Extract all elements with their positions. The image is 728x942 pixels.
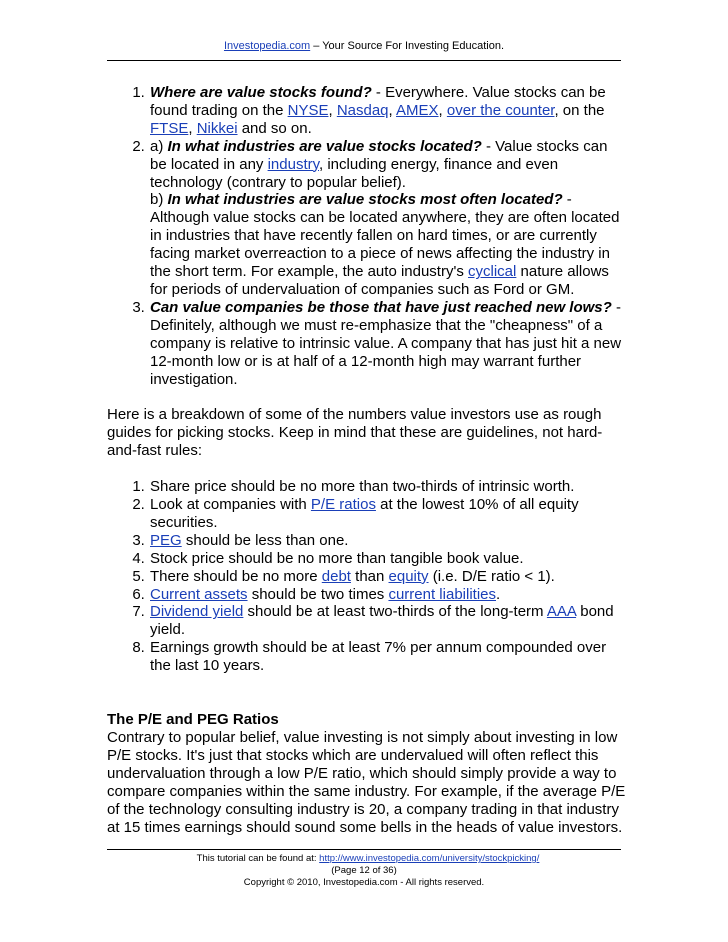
faq-question-2a: In what industries are value stocks located? [167,137,482,155]
link-nasdaq[interactable]: Nasdaq [336,101,389,119]
link-dividend-yield[interactable]: Dividend yield [150,603,244,621]
part-label-a: a) [150,137,168,155]
footer-tutorial-link[interactable]: http://www.investopedia.com/university/stockpicking/ [319,853,540,864]
rule-item-2 [149,496,627,532]
rule-item-8 [149,639,627,675]
separator: , [388,101,397,119]
rule-text: should be two times [247,585,389,603]
copyright: Copyright © 2010, Investopedia.com - All rights reserved. [243,877,485,888]
faq-answer-text: - Definitely, although we must re-emphasize that the "cheapness" of a company is relative to intrinsic value. A company that has just hit a new 12-month low or is at half of a 12-month high may warrant further investigation. [150,298,622,388]
faq-answer-text: - Although value stocks can be located anywhere, they are often located in industries that have recently fallen on hard times, or are currently facing market overreaction to a piece of news affecting the industry in the short term. For example, the auto industry's [150,191,620,281]
link-pe-ratios[interactable]: P/E ratios [310,496,376,514]
rule-text: should be at least two-thirds of the long-term [243,603,547,621]
footer-tutorial-line [4,853,728,865]
link-equity[interactable]: equity [388,567,429,585]
faq-question-1: Where are value stocks found? [150,84,372,101]
faq-answer-text: - Value stocks can be located in any [150,137,608,173]
faq-answer-text: nature allows for periods of undervaluation of companies such as Ford or GM. [150,263,609,298]
faq-answer-text: , including energy, finance and even technology (contrary to popular belief). [150,155,559,191]
faq-item-1 [149,84,627,138]
faq-question-2b: In what industries are value stocks most often located? [167,191,563,209]
footer-tutorial-prefix: This tutorial can be found at: [196,853,320,864]
separator: , [438,101,447,119]
rule-item-4 [149,550,627,568]
separator: , [188,119,197,137]
separator: , [328,101,337,119]
link-peg[interactable]: PEG [150,531,182,549]
faq-answer-text: - Everywhere. Value stocks can be found trading on the [150,84,606,119]
link-current-assets[interactable]: Current assets [150,585,248,603]
link-aaa[interactable]: AAA [546,603,577,621]
header-site-link[interactable]: Investopedia.com [223,40,311,52]
link-cyclical[interactable]: cyclical [468,263,517,281]
link-ftse[interactable]: FTSE [150,119,189,137]
faq-answer-text: and so on. [237,119,312,137]
section-heading: The P/E and PEG Ratios [107,711,279,729]
rule-text: bond yield. [150,603,614,639]
page-header [0,40,728,52]
page-footer [0,853,728,889]
faq-item-2 [149,138,627,299]
header-tagline: – Your Source For Investing Education. [310,40,505,52]
link-industry[interactable]: industry [267,155,320,173]
link-nikkei[interactable]: Nikkei [196,119,238,137]
section-body: Contrary to popular belief, value investing is not simply about investing in low P/E stocks. It's just that stocks which are undervalued will often reflect this undervaluation through a low P/E ratio, which should simply provide a way to compare companies within the same industry. For example, if the average P/E of the technology consulting industry is 20, a company trading in that industry at 15 times earnings should sound some bells in the heads of value investors. [107,729,626,836]
link-amex[interactable]: AMEX [396,101,439,119]
rule-item-6 [149,586,627,604]
rule-text: (i.e. D/E ratio < 1). [428,567,555,585]
rule-text: . [496,585,501,603]
link-debt[interactable]: debt [321,567,351,585]
link-over-the-counter[interactable]: over the counter [446,101,555,119]
rule-item-3 [149,532,627,550]
faq-list [107,84,627,388]
link-current-liabilities[interactable]: current liabilities [388,585,496,603]
faq-item-3 [149,299,627,389]
rule-text: at the lowest 10% of all equity securities. [150,496,579,531]
rule-text: Share price should be no more than two-thirds of intrinsic worth. [150,478,575,496]
intro-paragraph: Here is a breakdown of some of the numbers value investors use as rough guides for picking stocks. Keep in mind that these are guidelines, not hard-and-fast rules: [107,406,603,460]
rule-text: There should be no more [150,567,322,585]
faq-question-3: Can value companies be those that have just reached new lows? [150,298,612,316]
rules-list [107,478,627,675]
rule-text: Look at companies with [150,496,311,514]
rule-item-1 [149,478,627,496]
part-label-b: b) [150,191,168,209]
rule-item-5 [149,568,627,586]
rule-text: Stock price should be no more than tangible book value. [150,549,524,567]
separator: , on the [554,101,605,119]
document-body [107,84,627,836]
page-number: (Page 12 of 36) [331,865,397,876]
rule-item-7 [149,603,627,639]
header-rule [107,60,621,61]
link-nyse[interactable]: NYSE [287,101,329,119]
rule-text: Earnings growth should be at least 7% per annum compounded over the last 10 years. [150,639,607,675]
rule-text: than [350,567,389,585]
rule-text: should be less than one. [181,531,349,549]
footer-rule [107,849,621,850]
